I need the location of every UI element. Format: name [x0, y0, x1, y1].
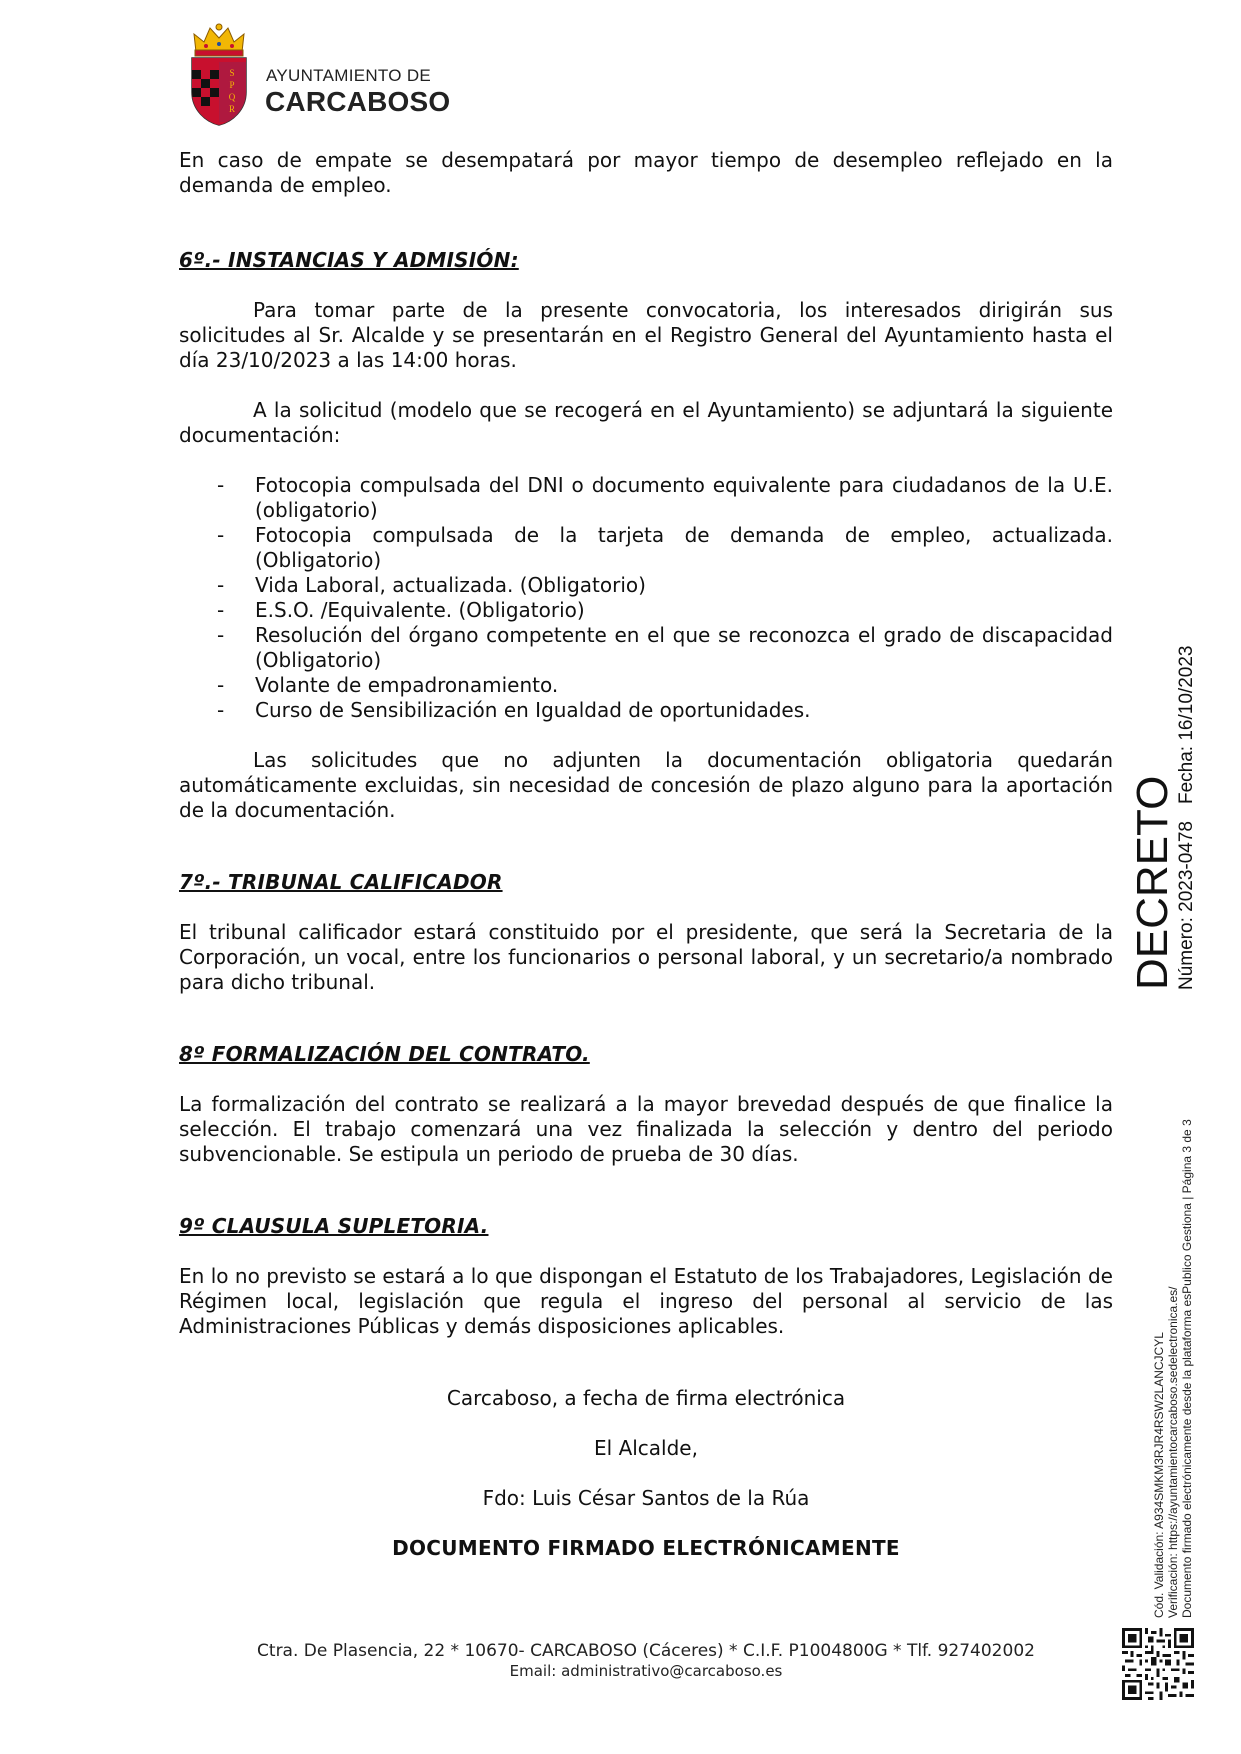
coat-of-arms-icon [188, 22, 250, 126]
sidebar-fecha: Fecha: 16/10/2023 [1176, 645, 1197, 804]
qr-code-icon [1122, 1628, 1194, 1700]
svg-text:S: S [229, 68, 235, 78]
footer-address: Ctra. De Plasencia, 22 * 10670- CARCABOSO (Cáceres) * C.I.F. P1004800G * Tlf. 927402002 [257, 1641, 1035, 1661]
list-item: - E.S.O. /Equivalente. (Obligatorio) [179, 598, 1113, 623]
section-7-heading: 7º.- TRIBUNAL CALIFICADOR [179, 870, 503, 894]
section-8-heading: 8º FORMALIZACIÓN DEL CONTRATO. [179, 1042, 590, 1066]
signed-notice: DOCUMENTO FIRMADO ELECTRÓNICAMENTE [392, 1536, 900, 1560]
list-item: - Volante de empadronamiento. [179, 673, 1113, 698]
list-item: - Resolución del órgano competente en el que se reconozca el grado de discapacidad (Obligatorio) [179, 623, 1113, 673]
document-body [179, 148, 1113, 1561]
signer-role: El Alcalde, [594, 1436, 698, 1460]
sidebar-validation-code: Cód. Validación: A934SMKM3RJR4RSW2LANCJCYL [1152, 1332, 1166, 1618]
section-9-para: En lo no previsto se estará a lo que dispongan el Estatuto de los Trabajadores, Legislación de Régimen local, legislación que regula el ingreso del personal al servicio de las Administraciones Públicas y demás disposiciones aplicables. [179, 1264, 1113, 1338]
svg-text:P: P [229, 80, 235, 90]
section-6-para-3: Las solicitudes que no adjunten la documentación obligatoria quedarán automáticamente excluidas, sin necesidad de concesión de plazo alguno para la aportación de la documentación. [179, 748, 1113, 822]
page-footer [179, 1640, 1113, 1681]
section-6-para-2: A la solicitud (modelo que se recogerá en el Ayuntamiento) se adjuntará la siguiente documentación: [179, 398, 1113, 447]
footer-email: Email: administrativo@carcaboso.es [509, 1662, 783, 1680]
section-6-para-1: Para tomar parte de la presente convocatoria, los interesados dirigirán sus solicitudes al Sr. Alcalde y se presentarán en el Registro General del Ayuntamiento hasta el día 23/10/2023 a las 14:00 horas. [179, 298, 1113, 372]
sidebar-signed-platform: Documento firmado electrónicamente desde la plataforma esPublico Gestiona | Página 3 de 3 [1180, 1119, 1194, 1618]
section-7-para: El tribunal calificador estará constituido por el presidente, que será la Secretaria de la Corporación, un vocal, entre los funcionarios o personal laboral, y un secretario/a nombrado para dicho tribunal. [179, 920, 1113, 994]
sidebar-numero: Número: 2023-0478 [1176, 821, 1197, 990]
section-6-heading: 6º.- INSTANCIAS Y ADMISIÓN: [179, 248, 519, 272]
sidebar-decreto: DECRETO [1128, 775, 1177, 990]
list-item: - Vida Laboral, actualizada. (Obligatorio) [179, 573, 1113, 598]
list-item: - Fotocopia compulsada de la tarjeta de demanda de empleo, actualizada. (Obligatorio) [179, 523, 1113, 573]
sidebar-verification: Verificación: https://ayuntamientocarcaboso.sedelectronica.es/ [1166, 1286, 1180, 1618]
documents-list [179, 473, 1113, 723]
intro-paragraph: En caso de empate se desempatará por mayor tiempo de desempleo reflejado en la demanda de empleo. [179, 148, 1113, 197]
svg-text:Q: Q [228, 92, 236, 102]
logo-line-ayuntamiento: AYUNTAMIENTO DE [266, 66, 432, 85]
section-9-heading: 9º CLAUSULA SUPLETORIA. [179, 1214, 489, 1238]
svg-text:R: R [228, 104, 236, 114]
list-item: - Fotocopia compulsada del DNI o documento equivalente para ciudadanos de la U.E. (obligatorio) [179, 473, 1113, 523]
logo-line-carcaboso: CARCABOSO [265, 86, 451, 117]
municipal-logo [188, 22, 451, 130]
section-8-para: La formalización del contrato se realizará a la mayor brevedad después de que finalice la selección. El trabajo comenzará una vez finalizada la selección y dentro del periodo subvencionable. Se estipula un periodo de prueba de 30 días. [179, 1092, 1113, 1166]
signer-name: Fdo: Luis César Santos de la Rúa [482, 1486, 810, 1510]
list-item: - Curso de Sensibilización en Igualdad de oportunidades. [179, 698, 1113, 723]
place-date: Carcaboso, a fecha de firma electrónica [446, 1386, 846, 1410]
